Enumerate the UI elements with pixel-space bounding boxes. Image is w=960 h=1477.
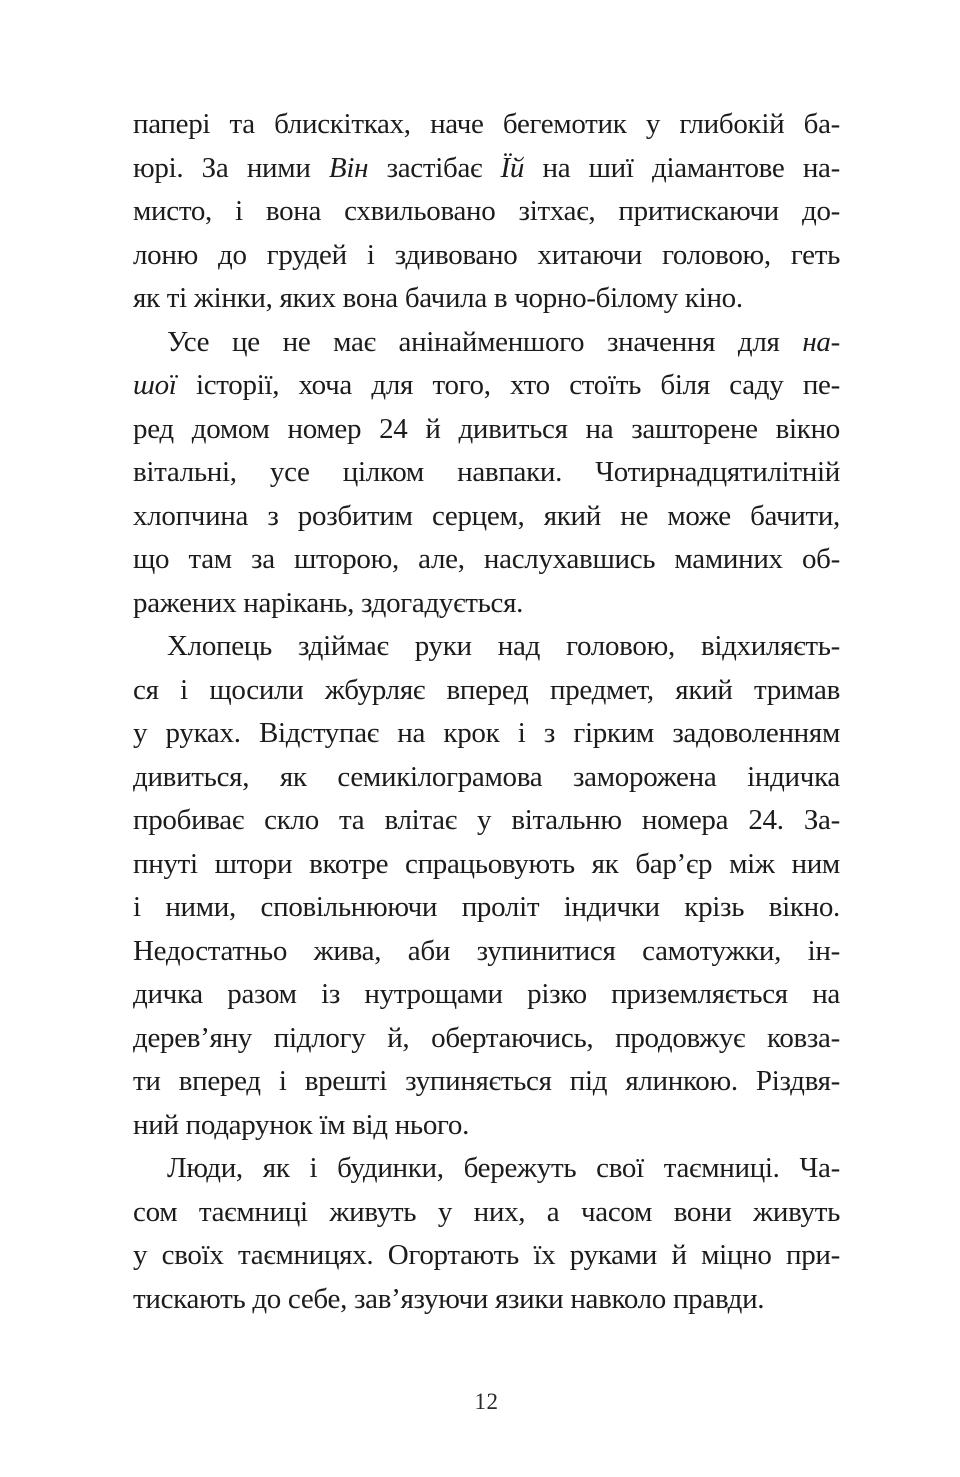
text-line: [133, 277, 840, 321]
text-segment: Хлопець здіймає руки над головою, відхиляєть-: [167, 630, 840, 662]
text-line: [133, 669, 840, 713]
text-line: [133, 1191, 840, 1235]
text-segment: у своїх таємницях. Огортають їх руками й міцно при-: [133, 1239, 840, 1271]
text-line: [133, 364, 840, 408]
text-line: [133, 625, 840, 669]
text-segment: як ті жінки, яких вона бачила в чорно-білому кіно.: [133, 282, 743, 314]
text-line: [133, 973, 840, 1017]
text-segment: сом таємниці живуть у них, а часом вони живуть: [133, 1195, 840, 1228]
text-segment: історії, хоча для того, хто стоїть біля саду пе-: [176, 369, 840, 401]
text-line: [133, 234, 840, 278]
text-line: [133, 1104, 840, 1148]
text-line: [133, 712, 840, 756]
text-segment: вітальні, усе цілком навпаки. Чотирнадцятилітній: [133, 456, 840, 488]
text-line: [133, 147, 840, 191]
text-segment: мисто, і вона схвильовано зітхає, притискаючи до-: [133, 195, 840, 227]
text-line: [133, 538, 840, 582]
text-segment: лоню до грудей і здивовано хитаючи головою, геть: [133, 238, 840, 271]
text-line: [133, 1017, 840, 1061]
text-line: [133, 1234, 840, 1278]
text-line: [133, 103, 840, 147]
text-segment: пробиває скло та влітає у вітальню номера 24. За-: [133, 804, 840, 836]
text-segment: пнуті штори вкотре спрацьовують як бар’єр між ним: [133, 847, 840, 880]
text-line: [133, 451, 840, 495]
text-line: [133, 1147, 840, 1191]
text-line: [133, 1278, 840, 1322]
text-segment: Люди, як і будинки, бережуть свої таємниці. Ча-: [167, 1152, 840, 1184]
text-line: [133, 756, 840, 800]
page-number: 12: [474, 1389, 499, 1414]
text-segment: застібає: [368, 151, 501, 184]
emphasized-text: на-: [802, 325, 840, 358]
text-segment: дивиться, як семикілограмова заморожена індичка: [133, 760, 840, 793]
text-segment: тискають до себе, зав’язуючи язики навколо правди.: [133, 1282, 765, 1315]
text-segment: юрі. За ними: [133, 151, 329, 184]
text-segment: папері та блискітках, наче бегемотик у глибокій ба-: [133, 108, 840, 140]
text-line: [133, 321, 840, 365]
text-segment: ти вперед і врешті зупиняється під ялинкою. Різдвя-: [133, 1065, 840, 1097]
emphasized-text: шої: [133, 369, 177, 401]
text-segment: що там за шторою, але, наслухавшись маминих об-: [133, 543, 840, 575]
text-segment: Недостатньо жива, аби зупинитися самотужки, ін-: [133, 934, 840, 967]
text-line: [133, 408, 840, 452]
emphasized-text: Їй: [500, 151, 525, 184]
text-segment: хлопчина з розбитим серцем, який не може бачити,: [133, 499, 840, 532]
text-segment: ний подарунок їм від нього.: [133, 1108, 470, 1141]
text-segment: дерев’яну підлогу й, обертаючись, продовжує ковза-: [133, 1021, 840, 1054]
text-segment: ражених нарікань, здогадується.: [133, 586, 524, 619]
text-segment: дичка разом із нутрощами різко приземляється на: [133, 978, 840, 1010]
text-line: [133, 843, 840, 887]
text-line: [133, 930, 840, 974]
text-line: [133, 582, 840, 626]
text-segment: на шиї діамантове на-: [524, 151, 840, 184]
text-segment: Усе це не має анінайменшого значення для: [167, 325, 803, 358]
text-line: [133, 886, 840, 930]
text-segment: у руках. Відступає на крок і з гірким задоволенням: [133, 717, 840, 749]
body-text: [133, 103, 840, 1321]
text-segment: ся і щосили жбурляє вперед предмет, який тримав: [133, 673, 840, 706]
text-segment: і ними, сповільнюючи проліт індички крізь вікно.: [133, 891, 840, 923]
text-segment: ред домом номер 24 й дивиться на зашторене вікно: [133, 412, 840, 445]
text-line: [133, 495, 840, 539]
emphasized-text: Він: [328, 151, 369, 184]
text-line: [133, 1060, 840, 1104]
text-line: [133, 190, 840, 234]
text-line: [133, 799, 840, 843]
